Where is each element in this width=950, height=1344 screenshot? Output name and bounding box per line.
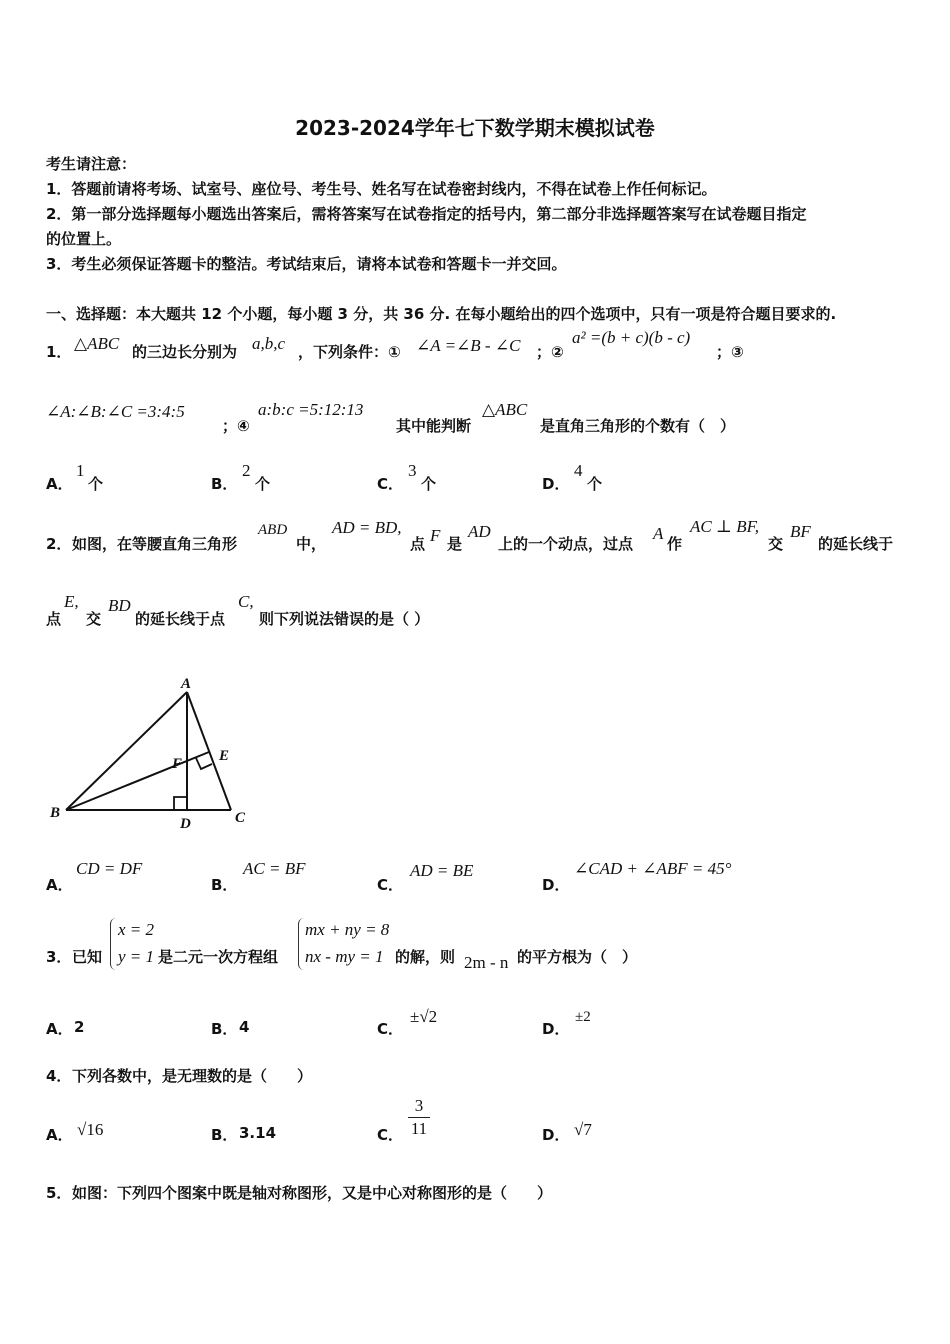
label-f: F xyxy=(172,756,183,772)
q4-option-b-label: B． xyxy=(211,1126,238,1144)
q2-text: 点 xyxy=(46,610,62,628)
q1-option-a-label: A． xyxy=(46,475,73,493)
q1-text: 其中能判断 xyxy=(396,417,472,435)
q2-segment-bf: BF xyxy=(790,522,811,541)
q1-option-b-label: B． xyxy=(211,475,238,493)
q1-text: 是直角三角形的个数有（ ） xyxy=(540,417,736,435)
q4-option-a-label: A． xyxy=(46,1126,73,1144)
q2-triangle: ABD xyxy=(258,522,288,538)
q2-text: 是 xyxy=(447,535,463,553)
label-e: E xyxy=(219,748,230,764)
right-angle-d xyxy=(174,797,187,810)
q4-number: 4． xyxy=(46,1067,72,1085)
q1-text: ；④ xyxy=(222,417,250,435)
label-d: D xyxy=(180,816,191,832)
q1-option-d-unit: 个 xyxy=(587,475,603,493)
q2-text: 则下列说法错误的是（ ） xyxy=(259,610,430,628)
notice-item: 1．答题前请将考场、试室号、座位号、考生号、姓名写在试卷密封线内，不得在试卷上作任何标记。 xyxy=(46,180,717,198)
q2-text: 上的一个动点，过点 xyxy=(498,535,634,553)
right-angle-e xyxy=(196,758,212,769)
q1-option-d-label: D． xyxy=(542,475,570,493)
q4-option-d-value: √7 xyxy=(574,1120,592,1139)
q1-option-a-value: 1 xyxy=(76,461,85,480)
q1-text: 的三边长分别为 xyxy=(132,343,238,361)
notice-item: 的位置上。 xyxy=(46,230,122,248)
q3-option-b-label: B． xyxy=(211,1020,238,1038)
q1-sides: a,b,c xyxy=(252,334,286,353)
q2-option-d-value: ∠CAD + ∠ABF = 45° xyxy=(574,859,732,878)
q1-number: 1． xyxy=(46,343,72,361)
q1-option-c-unit: 个 xyxy=(421,475,437,493)
q2-option-b-label: B． xyxy=(211,876,238,894)
notice-item: 3．考生必须保证答题卡的整洁。考试结束后，请将本试卷和答题卡一并交回。 xyxy=(46,255,567,273)
q2-option-d-label: D． xyxy=(542,876,570,894)
q2-text: 的延长线于 xyxy=(818,535,894,553)
q1-triangle: △ABC xyxy=(74,334,120,353)
notice-item: 2．第一部分选择题每小题选出答案后，需将答案写在试卷指定的括号内，第二部分非选择题答案写在试卷题目指定 xyxy=(46,205,807,223)
q2-text: 点 xyxy=(410,535,426,553)
q3-text: 的平方根为（ ） xyxy=(517,948,638,966)
q2-option-a-label: A． xyxy=(46,876,73,894)
q1-text: ；③ xyxy=(716,343,744,361)
q2-text: 交 xyxy=(86,610,102,628)
q4-option-b-value: 3.14 xyxy=(239,1124,277,1142)
q3-text: 是二元一次方程组 xyxy=(158,948,279,966)
q2-text: 交 xyxy=(768,535,784,553)
q2-option-a-value: CD = DF xyxy=(76,859,143,878)
q3-solution-y: y = 1 xyxy=(118,947,155,966)
q5-text: 如图：下列四个图案中既是轴对称图形，又是中心对称图形的是（ ） xyxy=(72,1184,553,1202)
label-c: C xyxy=(235,810,246,826)
q1-text: ，下列条件：① xyxy=(298,343,401,361)
q1-option-b-unit: 个 xyxy=(255,475,271,493)
q4-option-a-value: √16 xyxy=(77,1120,104,1139)
q2-option-c-label: C． xyxy=(377,876,404,894)
q3-option-a-value: 2 xyxy=(74,1018,85,1036)
page-title: 2023-2024学年七下数学期末模拟试卷 xyxy=(295,116,655,140)
q2-point-c: C, xyxy=(238,592,254,611)
q4-option-c-label: C． xyxy=(377,1126,404,1144)
q1-option-d-value: 4 xyxy=(574,461,583,480)
q1-option-c-label: C． xyxy=(377,475,404,493)
q3-option-c-label: C． xyxy=(377,1020,404,1038)
q3-option-d-value: ±2 xyxy=(575,1009,591,1025)
q3-option-d-label: D． xyxy=(542,1020,570,1038)
segment-ba xyxy=(66,692,187,810)
q2-option-c-value: AD = BE xyxy=(410,861,474,880)
q1-option-b-value: 2 xyxy=(242,461,251,480)
q2-segment-bd: BD xyxy=(108,596,131,615)
q2-point-f: F xyxy=(430,526,441,545)
q3-option-b-value: 4 xyxy=(239,1018,250,1036)
fraction-denominator: 11 xyxy=(410,1119,428,1138)
q2-option-b-value: AC = BF xyxy=(243,859,306,878)
q1-condition-3: ∠A:∠B:∠C =3:4:5 xyxy=(46,402,185,421)
q3-option-a-label: A． xyxy=(46,1020,73,1038)
fraction-numerator: 3 xyxy=(414,1096,424,1115)
label-b: B xyxy=(50,805,61,821)
q5-number: 5． xyxy=(46,1184,72,1202)
q1-condition-1: ∠A =∠B - ∠C xyxy=(416,336,521,355)
q2-text: 作 xyxy=(667,535,683,553)
notice-heading: 考生请注意： xyxy=(46,155,137,173)
section-heading: 一、选择题：本大题共 12 个小题，每小题 3 分，共 36 分. 在每小题给出的四个选项中，只有一项是符合题目要求的. xyxy=(46,305,837,323)
q2-text: 的延长线于点 xyxy=(135,610,226,628)
q3-text: 的解，则 xyxy=(395,948,456,966)
q3-solution-x: x = 2 xyxy=(118,920,155,939)
q3-system-brace xyxy=(298,918,305,970)
q2-point-a: A xyxy=(653,524,664,543)
q4-text: 下列各数中，是无理数的是（ ） xyxy=(72,1067,313,1085)
q3-equation-2: nx - my = 1 xyxy=(305,947,384,966)
q2-equation: AD = BD, xyxy=(332,518,402,537)
q3-equation-1: mx + ny = 8 xyxy=(305,920,390,939)
q2-number: 2． xyxy=(46,535,72,553)
q1-text: ；② xyxy=(536,343,564,361)
q2-figure xyxy=(44,670,264,840)
q2-point-e: E, xyxy=(64,592,79,611)
q2-text: 如图，在等腰直角三角形 xyxy=(72,535,238,553)
q3-option-c-value: ±√2 xyxy=(410,1007,438,1026)
q2-perpendicular: AC ⊥ BF, xyxy=(690,517,760,536)
q3-expression: 2m - n xyxy=(464,953,509,972)
q4-option-d-label: D． xyxy=(542,1126,570,1144)
label-a: A xyxy=(181,676,192,692)
fraction-bar xyxy=(408,1117,430,1118)
q1-option-c-value: 3 xyxy=(408,461,417,480)
q4-option-c-fraction xyxy=(406,1096,432,1139)
q3-system-brace xyxy=(110,918,117,970)
q2-segment-ad: AD xyxy=(468,522,491,541)
q1-option-a-unit: 个 xyxy=(88,475,104,493)
q3-text: 已知 xyxy=(72,948,103,966)
q2-text: 中， xyxy=(296,535,327,553)
q1-condition-2: a² =(b + c)(b - c) xyxy=(572,328,691,347)
q1-condition-4: a:b:c =5:12:13 xyxy=(258,400,364,419)
q1-triangle: △ABC xyxy=(482,400,528,419)
q3-number: 3． xyxy=(46,948,72,966)
